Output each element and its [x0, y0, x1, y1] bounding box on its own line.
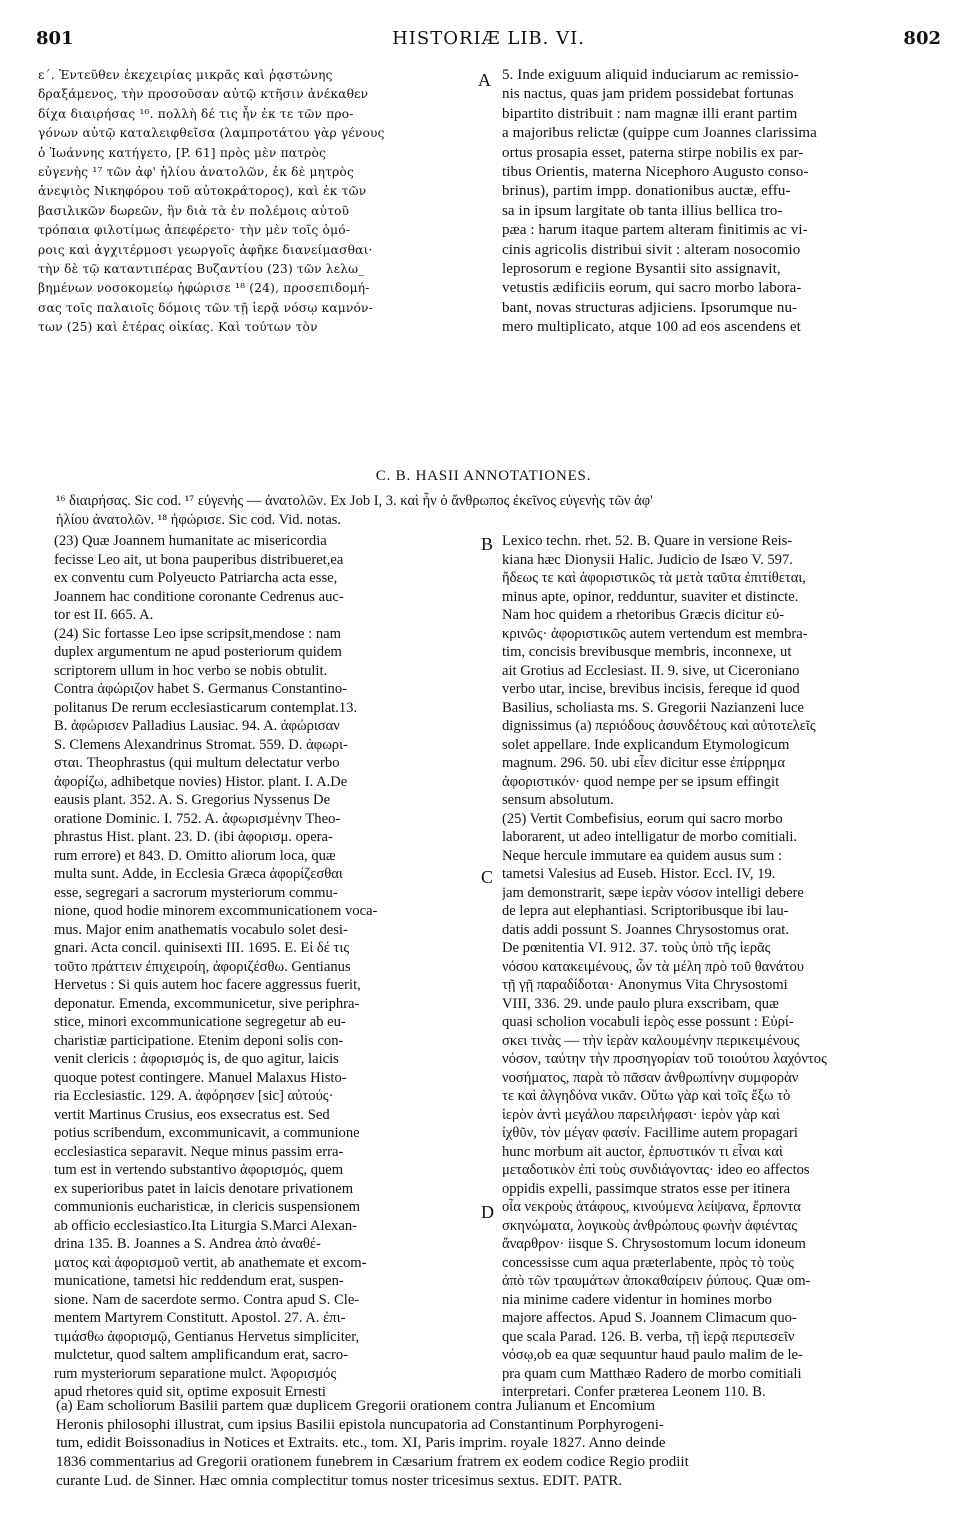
greek-line: ἀνεψιὸς Νικηφόρου τοῦ αὐτοκράτορος), καὶ ἐκ τῶν — [38, 184, 367, 199]
critical-note-line: ἡλίου ἀνατολῶν. ¹⁸ ἠφώρισε. Sic cod. Vid. notas. — [56, 511, 342, 528]
latin-line: 5. Inde exiguum aliquid induciarum ac remissio- — [502, 67, 799, 83]
latin-line: cinis agricolis distribui sivit : alteram nosocomio — [502, 241, 801, 258]
note-line: phrastus Hist. plant. 23. D. (ibi ἀφορισμ. opera- — [54, 829, 333, 845]
note-line: ματος καὶ ἀφορισμοῦ vertit, ab anathemate et excom- — [54, 1254, 367, 1271]
note-line: sione. Nam de sacerdote sermo. Contra apud S. Cle- — [54, 1291, 360, 1308]
note-line: vertit Martinus Crusius, eos exsecratus est. Sed — [54, 1106, 330, 1123]
latin-line: mero multiplicato, atque 100 ad eos ascendens et — [502, 319, 801, 336]
latin-line: leprosorum e regione Bysantii sito assignavit, — [502, 261, 781, 278]
note-line: quoque potest contingere. Manuel Malaxus Histo- — [54, 1069, 347, 1086]
footnote-line: Heronis philosophi illustrat, cum ipsius Basilii epistola nuncupatoria ad Constantinum Porphyrogeni- — [56, 1416, 664, 1433]
note-line: rum mysteriorum separatione mulct. Ἀφορισμός — [54, 1365, 337, 1382]
note-line: hunc morbum ait auctor, ἑρπυστικόν τι εἶναι καὶ — [502, 1143, 783, 1160]
note-line: mulctetur, quod saltem amplificandum erat, sacro- — [54, 1347, 349, 1363]
note-line: ab officio ecclesiastico.Ita Liturgia S.Marci Alexan- — [54, 1217, 357, 1234]
page-number-right: 802 — [903, 28, 941, 49]
note-line: tametsi Valesius ad Euseb. Histor. Eccl. IV, 19. — [502, 866, 776, 882]
note-line: ἀφορίζω, adhibetque novies) Histor. plant. I. A.De — [54, 773, 348, 790]
note-line: kiana hæc Dionysii Halic. Judicio de Isæo V. 597. — [502, 551, 793, 568]
latin-text-column — [502, 66, 948, 338]
note-line: nione, quod hodie minorem excommunicationem voca- — [54, 903, 378, 919]
greek-line: βασιλικῶν δωρεῶν, ἣν διὰ τὰ ἐν πολέμοις αὐτοῦ — [38, 203, 350, 218]
note-line: scriptorem ullum in hoc verbo se nobis obtulit. — [54, 662, 328, 679]
note-line: τῇ γῇ παραδίδοται· Anonymus Vita Chrysostomi — [502, 977, 788, 993]
greek-line: τρόπαια φιλοτίμως ἀπεφέρετο· τὴν μὲν τοῖς ὁμό- — [38, 223, 351, 238]
note-line: stice, minori excommunicatione segregetur ab eu- — [54, 1014, 346, 1030]
note-line: ἄναρθρον· iisque S. Chrysostomum locum idoneum — [502, 1236, 806, 1252]
note-line: (25) Vertit Combefisius, eorum qui sacro morbo — [502, 810, 783, 827]
latin-line: brinus), partim impp. donationibus auctæ, effu- — [502, 183, 791, 200]
note-line: duplex argumentum ne apud posteriorum quidem — [54, 644, 342, 660]
greek-line: των (25) καὶ ἑτέρας οἰκίας. Καὶ τούτων τὸν — [38, 320, 318, 335]
latin-line: sa in ipsum largitate ob tanta illius bellica tro- — [502, 202, 783, 219]
note-line: σται. Theophrastus (qui multum delectatur verbo — [54, 755, 340, 771]
note-line: jam demonstrarit, sæpe ἱερὰν νόσον intelligi debere — [502, 884, 804, 901]
note-line: interpretari. Confer præterea Leonem 110. B. — [502, 1384, 766, 1400]
note-line: Nam hoc quidem a rhetoribus Græcis dicitur εὐ- — [502, 607, 785, 623]
note-line: σκηνώματα, λογικοὺς ἀνθρώπους φωνὴν ἀφιέντας — [502, 1217, 798, 1234]
note-line: esse, segregari a sacrorum mysteriorum commu- — [54, 884, 338, 901]
annotations-heading: C. B. HASII ANNOTATIONES. — [375, 468, 592, 484]
note-line: rum errore) et 843. D. Omitto aliorum loca, quæ — [54, 847, 336, 864]
latin-line: a majoribus relictæ (quippe cum Joannes clarissima — [502, 125, 817, 142]
note-line: τοῦτο πράττειν ἐπιχειροίη, ἀφοριζέσθω. Gentianus — [54, 958, 351, 975]
greek-text-column — [38, 66, 478, 338]
note-line: deponatur. Emenda, excommunicetur, sive periphra- — [54, 995, 360, 1012]
note-line: mentem Martyrem Constitutt. Apostol. 27. A. ἐπι- — [54, 1310, 346, 1326]
note-line: communionis eucharisticæ, in clericis suspensionem — [54, 1199, 361, 1215]
note-line: Basilius, scholiasta ms. S. Gregorii Nazianzeni luce — [502, 699, 804, 716]
note-line: minus apte, opinor, redduntur, suaviter et distincte. — [502, 588, 799, 605]
note-line: Lexico techn. rhet. 52. B. Quare in versione Reis- — [502, 533, 793, 549]
note-line: ἀπὸ τῶν τραυμάτων ἀποκαθαίρειν ῥύπους. Quæ om- — [502, 1273, 811, 1289]
note-line: τιμάσθω ἀφορισμῷ, Gentianus Hervetus simpliciter, — [54, 1328, 360, 1345]
note-line: S. Clemens Alexandrinus Stromat. 559. D. ἀφωρι- — [54, 736, 348, 753]
note-line: ex superioribus patet in laicis denotare privationem — [54, 1180, 354, 1197]
greek-line: ε΄. Ἐντεῦθεν ἐκεχειρίας μικρᾶς καὶ ῥᾳστώνης — [38, 68, 333, 82]
note-line: οἷα νεκροὺς ἀτάφους, κινούμενα λείψανα, ἕρποντα — [502, 1199, 801, 1215]
note-line: Hervetus : Si quis autem hoc facere aggressus fuerit, — [54, 977, 361, 993]
greek-line: τὴν δὲ τῷ καταντιπέρας Βυζαντίου (23) τῶν λελω_ — [38, 262, 365, 277]
critical-note-line: ¹⁶ διαιρήσας. Sic cod. ¹⁷ εὐγενὴς — ἀνατολῶν. Ex Job I, 3. καὶ ἦν ὁ ἄνθρωπος ἐκεῖνος εὐγενὴς τῶν ἀφ' — [56, 493, 653, 509]
note-line: Contra ἀφώριζον habet S. Germanus Constantino- — [54, 681, 347, 697]
note-line: κρινῶς· ἀφοριστικῶς autem vertendum est membra- — [502, 625, 808, 642]
note-line: dignissimus (a) περιόδους ἀσυνδέτους καὶ αὐτοτελεῖς — [502, 718, 816, 734]
note-line: gnari. Acta concil. quinisexti III. 1695. E. Εἰ δέ τις — [54, 940, 350, 956]
note-line: Joannem hac conditione coronante Cedrenus auc- — [54, 588, 344, 605]
note-line: ait Grotius ad Ecclesiast. II. 9. sive, ut Ciceroniano — [502, 662, 800, 679]
note-line: fecisse Leo ait, ut bona pauperibus distribueret,ea — [54, 551, 344, 568]
greek-line: σας τοῖς παλαιοῖς δόμοις τῶν τῇ ἱερᾷ νόσῳ καμνόν- — [38, 300, 373, 315]
note-line: pra quam cum Matthæo Radero de morbo comitiali — [502, 1365, 802, 1382]
footnote-a — [56, 1397, 935, 1491]
note-line: τε καὶ ἀλγηδόνα νικᾶν. Οὕτω γὰρ καὶ τοῖς ἔξω τὸ — [502, 1088, 791, 1104]
note-line: νόσῳ,ob ea quæ sequuntur haud paulo malim de le- — [502, 1347, 803, 1363]
note-line: eausis plant. 352. A. S. Gregorius Nyssenus De — [54, 792, 331, 808]
footnote-line: tum, edidit Boissonadius in Notices et Extraits. etc., tom. XI, Paris imprim. royale 1827. Anno deinde — [56, 1435, 666, 1452]
note-line: datis addi possunt S. Joannes Chrysostomus orat. — [502, 921, 790, 938]
footnote-line: (a) Eam scholiorum Basilii partem quæ duplicem Gregorii orationem contra Julianum et Encomium — [56, 1398, 656, 1414]
note-line: σκει τινὰς — τὴν ἱερὰν καλουμένην περικειμένους — [502, 1032, 800, 1049]
note-line: potius scribendum, excommunicavit, a communione — [54, 1125, 360, 1141]
note-line: multa sunt. Adde, in Ecclesia Græca ἀφορίζεσθαι — [54, 866, 343, 882]
greek-line: ὁ Ἰωάννης κατήγετο, [P. 61] πρὸς μὲν πατρὸς — [38, 145, 327, 160]
note-line: charistiæ participatione. Etenim deponi solis con- — [54, 1032, 344, 1049]
note-line: oppidis expelli, passimque stratos esse per itinera — [502, 1180, 791, 1197]
note-line: concessisse cum aqua præterlabente, πρὸς τὸ τοὺς — [502, 1254, 794, 1271]
note-line: νόσον, ταύτην τὴν προσηγορίαν τοῦ τοιούτου λαχόντος — [502, 1051, 827, 1067]
note-line: verbo utar, incise, brevibus incisis, fereque id quod — [502, 681, 800, 697]
footnote-line: curante Lud. de Sinner. Hæc omnia complectitur tomus noster tricesimus sextus. EDIT. PATR. — [56, 1472, 623, 1489]
page-number-left: 801 — [36, 28, 74, 49]
note-line: B. ἀφώρισεν Palladius Lausiac. 94. A. ἀφώρισαν — [54, 718, 340, 734]
note-line: que scala Parad. 126. B. verba, τῇ ἱερᾷ περιπεσεῖν — [502, 1328, 795, 1345]
note-line: De pœnitentia VI. 912. 37. τοὺς ὑπὸ τῆς ἱερᾶς — [502, 940, 771, 956]
note-line: apud rhetores quid sit, optime exposuit Ernesti — [54, 1384, 326, 1400]
margin-marker-a: A — [478, 70, 491, 90]
note-line: (23) Quæ Joannem humanitate ac misericordia — [54, 533, 327, 549]
margin-marker-c: C — [481, 867, 494, 887]
note-line: de lepra aut elephantiasi. Scriptoribusque ibi lau- — [502, 903, 789, 919]
notes-right-column — [502, 532, 938, 1402]
note-line: municatione, tametsi hic reddendum erat, suspen- — [54, 1273, 344, 1289]
note-line: politanus De rerum ecclesiasticarum contemplat.13. — [54, 699, 358, 716]
note-line: quasi scholion vocabuli ἱερὸς esse possunt : Εὐρί- — [502, 1014, 794, 1030]
note-line: drina 135. B. Joannes a S. Andrea ἀπὸ ἀναθέ- — [54, 1236, 321, 1252]
greek-line: δραξάμενος, τὴν προσοῦσαν αὐτῷ κτῆσιν ἀνέκαθεν — [38, 87, 369, 102]
latin-line: bant, novas structuras adjiciens. Ipsorumque nu- — [502, 299, 798, 316]
note-line: ria Ecclesiastic. 129. A. ἀφόρησεν [sic] αὐτούς· — [54, 1088, 334, 1104]
note-line: oratione Dominic. I. 752. A. ἀφωρισμένην Theo- — [54, 810, 341, 827]
note-line: tor est II. 665. A. — [54, 607, 154, 623]
latin-line: ortus prosapia esset, paterna stirpe nobilis ex par- — [502, 144, 804, 161]
note-line: tum est in vertendo substantivo ἀφορισμός, quem — [54, 1162, 344, 1178]
note-line: ἤδεως τε καὶ ἀφοριστικῶς τὰ μετὰ ταῦτα ἐπιτίθεται, — [502, 570, 806, 586]
note-line: νοσήματος, παρὰ τὸ πᾶσαν ἀνθρωπίνην συμφορὰν — [502, 1069, 799, 1086]
note-line: venit clericis : ἀφορισμός is, de quo agitur, laicis — [54, 1051, 339, 1067]
note-line: νόσου κατακειμένους, ὧν τὰ μέλη πρὸ τοῦ θανάτου — [502, 958, 804, 975]
latin-line: pæa : harum itaque partem alteram finitimis ac vi- — [502, 222, 808, 239]
margin-marker-b: B — [481, 534, 494, 554]
notes-left-column — [54, 532, 478, 1402]
critical-apparatus — [56, 492, 937, 529]
note-line: laborarent, ut adeo intelligatur de morbo comitiali. — [502, 829, 798, 845]
note-line: tim, concisis brevibusque membris, inconnexe, ut — [502, 644, 792, 660]
greek-line: γόνων αὐτῷ καταλειφθεῖσα (λαμπροτάτου γὰρ γένους — [38, 126, 385, 141]
note-line: magnum. 296. 50. ubi εἶεν dicitur esse ἐπίρρημα — [502, 755, 785, 771]
note-line: μεταδοτικὸν ἐπὶ τοὺς συνδιάγοντας· ideo eo affectos — [502, 1162, 810, 1178]
note-line: (24) Sic fortasse Leo ipse scripsit,mendose : nam — [54, 625, 341, 642]
note-line: solet appellare. Inde explicandum Etymologicum — [502, 736, 790, 753]
margin-marker-d: D — [481, 1202, 494, 1222]
note-line: ἱερὸν ἀντὶ μεγάλου παρειλήφασι· ἱερὸν γὰρ καὶ — [502, 1106, 780, 1123]
latin-line: vetustis ædificiis eorum, qui sacro morbo labora- — [502, 280, 802, 297]
note-line: ἀφοριστικόν· quod nempe per se ipsum effingit — [502, 773, 780, 790]
note-line: ex conventu cum Polyeucto Patriarcha acta esse, — [54, 570, 338, 586]
note-line: ecclesiastica separavit. Neque minus passim erra- — [54, 1143, 344, 1160]
note-line: nia minime cadere videntur in homines morbo — [502, 1291, 772, 1308]
greek-line: βημένων νοσοκομείῳ ἠφώρισε ¹⁸ (24), προσεπιδομή- — [38, 281, 370, 296]
note-line: VIII, 336. 29. unde paulo plura exscribam, quæ — [502, 995, 779, 1012]
greek-line: δίχα διαιρήσας ¹⁶. πολλὴ δέ τις ἦν ἐκ τε τῶν προ- — [38, 106, 354, 121]
running-header — [36, 28, 941, 56]
note-line: majore affectos. Apud S. Joannem Climacum quo- — [502, 1310, 797, 1326]
note-line: mus. Major enim anathematis vocabulo solet desi- — [54, 921, 348, 938]
latin-line: tibus Orientis, materna Nicephoro Augusto conso- — [502, 164, 809, 181]
running-title: HISTORIÆ LIB. VI. — [392, 28, 585, 49]
latin-line: nis nactus, quas jam pridem possidebat fortunas — [502, 86, 794, 103]
footnote-line: 1836 commentarius ad Gregorii orationem funebrem in Cæsarium fratrem ex eodem codice Regio prodiit — [56, 1454, 689, 1471]
note-line: Neque hercule immutare ea quidem ausus sum : — [502, 847, 783, 864]
note-line: ἰχθῦν, τὸν μέγαν φασίν. Facillime autem propagari — [502, 1125, 798, 1141]
latin-line: bipartito distribuit : nam magnæ illi erant partim — [502, 105, 798, 122]
greek-line: εὐγενὴς ¹⁷ τῶν ἀφ' ἡλίου ἀνατολῶν, ἐκ δὲ μητρὸς — [38, 165, 354, 180]
note-line: sensum absolutum. — [502, 792, 614, 808]
greek-line: ροις καὶ ἀγχιτέρμοσι γεωργοῖς ἀφῆκε διανείμασθαι· — [38, 242, 373, 257]
